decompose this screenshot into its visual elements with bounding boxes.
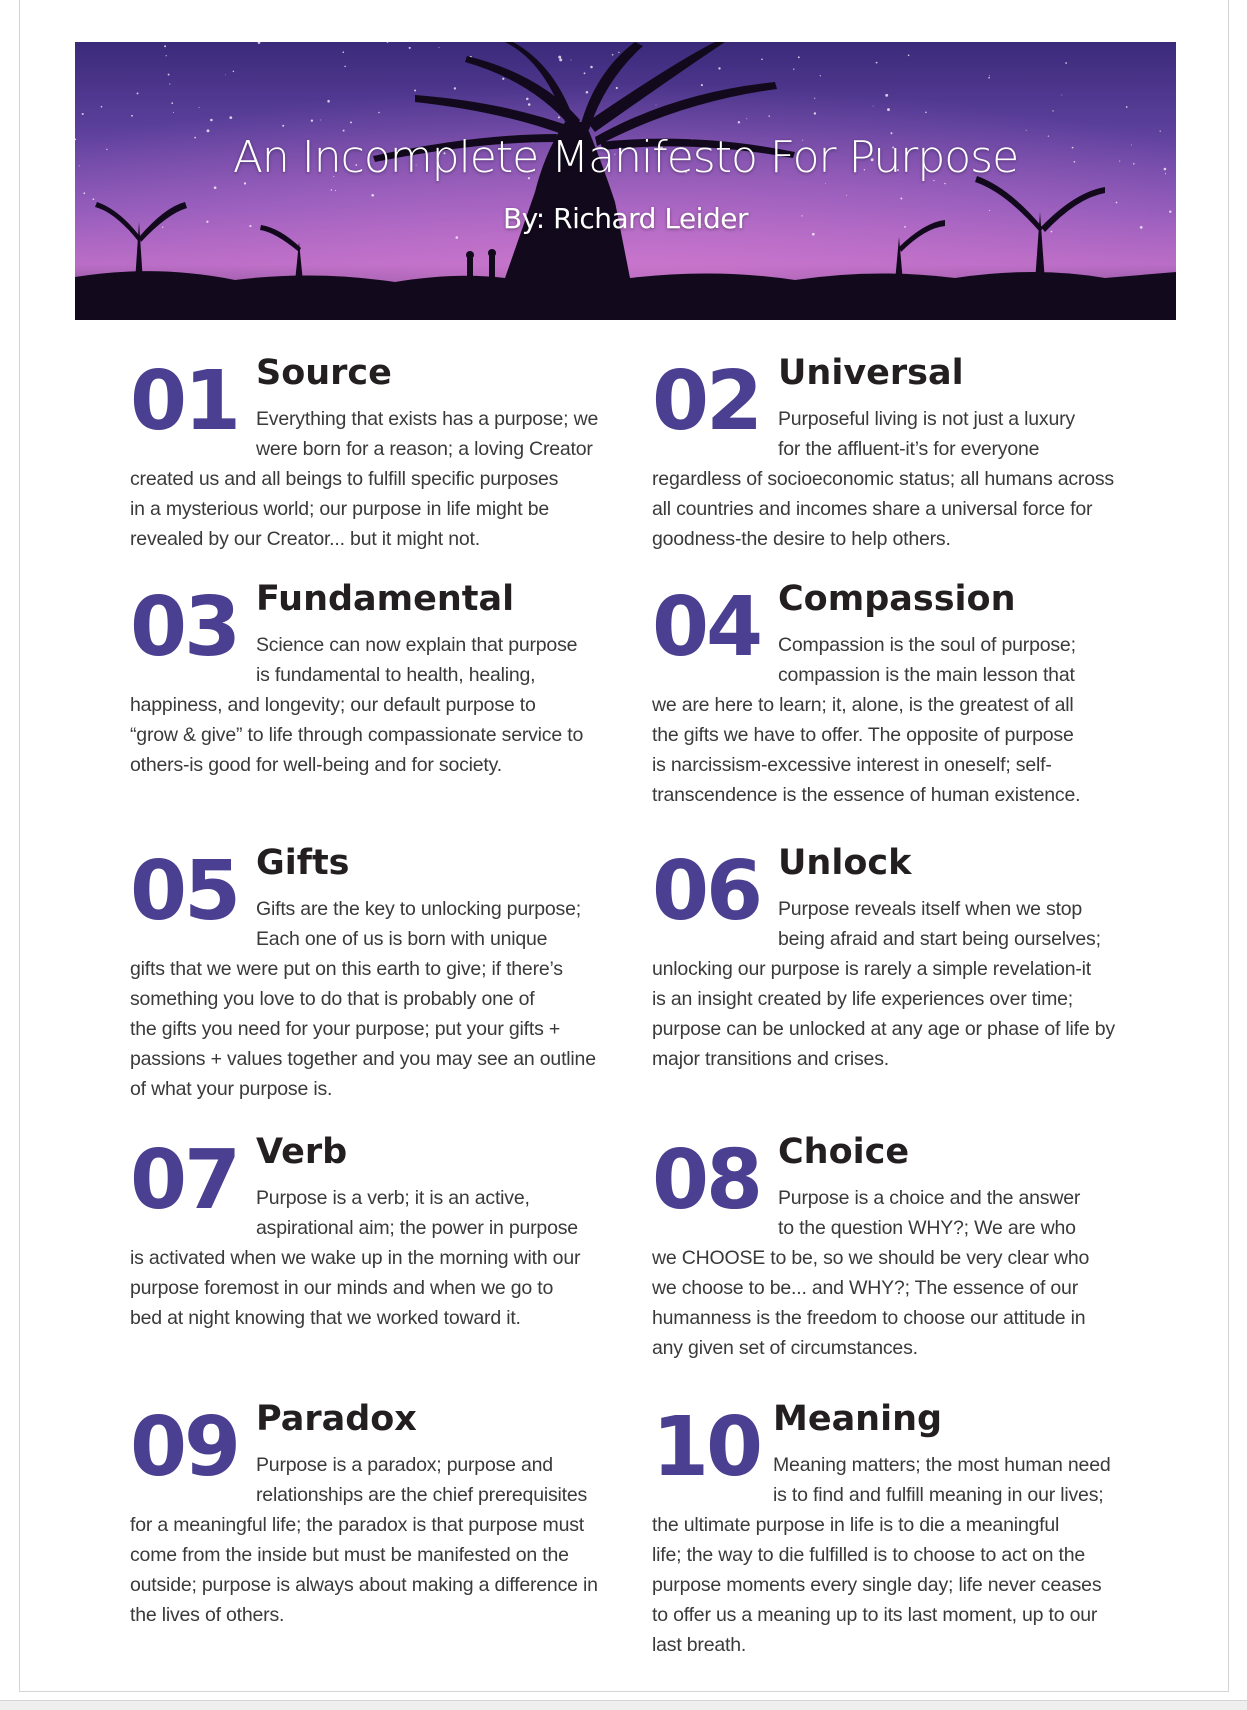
author-byline: By: Richard Leider — [503, 202, 748, 235]
item-text-line: Meaning matters; the most human need — [773, 1454, 1111, 1476]
item-text-line: Compassion is the soul of purpose; — [778, 634, 1076, 656]
item-heading: Unlock — [778, 843, 912, 883]
star-dot — [210, 119, 213, 122]
star-dot — [331, 189, 332, 190]
star-dot — [93, 198, 95, 200]
item-text-line: outside; purpose is always about making a difference in — [130, 1574, 598, 1596]
manifesto-item-10 — [652, 1399, 1122, 1659]
item-text-line: purpose can be unlocked at any age or phase of life by — [652, 1018, 1115, 1040]
item-text-line: Purpose reveals itself when we stop — [778, 898, 1083, 920]
item-text-line: were born for a reason; a loving Creator — [256, 438, 593, 460]
star-dot — [559, 58, 562, 61]
item-text-line: we are here to learn; it, alone, is the greatest of all — [652, 694, 1074, 716]
star-dot — [528, 103, 531, 106]
item-number: 09 — [130, 1400, 239, 1495]
star-dot — [233, 71, 235, 73]
item-text-line: the gifts you need for your purpose; put your gifts + — [130, 1018, 561, 1040]
item-text-line: any given set of circumstances. — [652, 1337, 918, 1359]
star-dot — [214, 186, 217, 189]
star-dot — [173, 112, 174, 113]
star-dot — [1126, 106, 1128, 108]
star-dot — [166, 55, 167, 56]
star-dot — [814, 112, 816, 114]
item-text-line: compassion is the main lesson that — [778, 664, 1075, 686]
item-heading: Compassion — [778, 579, 1016, 619]
star-dot — [590, 66, 593, 69]
item-text-line: the ultimate purpose in life is to die a meaningful — [652, 1514, 1060, 1536]
star-dot — [335, 190, 336, 191]
star-dot — [558, 116, 560, 118]
item-text-line: for a meaningful life; the paradox is that purpose must — [130, 1514, 585, 1536]
item-heading: Gifts — [256, 843, 350, 883]
star-dot — [876, 62, 878, 64]
star-dot — [944, 183, 945, 184]
item-number: 02 — [652, 354, 761, 449]
manifesto-item-06 — [652, 843, 1122, 1073]
star-dot — [454, 87, 456, 89]
manifesto-item-03 — [130, 579, 600, 779]
star-dot — [558, 56, 561, 59]
item-text-line: Science can now explain that purpose — [256, 634, 578, 656]
star-dot — [1061, 94, 1062, 95]
item-text-line: “grow & give” to life through compassionate service to — [130, 724, 584, 746]
star-dot — [343, 51, 345, 53]
item-text-line: humanness is the freedom to choose our attitude in — [652, 1307, 1086, 1329]
item-number: 03 — [130, 580, 239, 675]
star-dot — [989, 75, 990, 76]
item-text-line: regardless of socioeconomic status; all humans across — [652, 468, 1114, 490]
star-dot — [439, 47, 440, 48]
star-dot — [988, 77, 990, 79]
item-text-line: we CHOOSE to be, so we should be very clear who — [652, 1247, 1090, 1269]
item-heading: Paradox — [256, 1399, 417, 1439]
item-text-line: in a mysterious world; our purpose in life might be — [130, 498, 550, 520]
manifesto-item-02 — [652, 353, 1122, 553]
star-dot — [502, 78, 504, 80]
star-dot — [718, 67, 720, 69]
star-dot — [131, 115, 133, 117]
item-text-line: revealed by our Creator... but it might not. — [130, 528, 480, 550]
star-dot — [885, 94, 888, 97]
item-text-line: life; the way to die fulfilled is to choose to act on the — [652, 1544, 1086, 1566]
star-dot — [82, 113, 84, 115]
item-number: 04 — [652, 580, 761, 675]
item-text-line: all countries and incomes share a universal force for — [652, 498, 1093, 520]
item-text-line: Everything that exists has a purpose; we — [256, 408, 599, 430]
item-text-line: is to find and fulfill meaning in our lives; — [773, 1484, 1104, 1506]
item-text-line: purpose moments every single day; life never ceases — [652, 1574, 1102, 1596]
star-dot — [101, 106, 103, 108]
item-text-line: is narcissism-excessive interest in oneself; self- — [652, 754, 1052, 776]
item-text-line: bed at night knowing that we worked toward it. — [130, 1307, 521, 1329]
star-dot — [612, 54, 614, 56]
item-text-line: of what your purpose is. — [130, 1078, 333, 1100]
item-text-line: last breath. — [652, 1634, 747, 1656]
item-number: 05 — [130, 844, 239, 939]
item-text-line: created us and all beings to fulfill specific purposes — [130, 468, 559, 490]
item-text-line: to offer us a meaning up to its last moment, up to our — [652, 1604, 1098, 1626]
star-dot — [738, 121, 740, 123]
item-text-line: to the question WHY?; We are who — [778, 1217, 1076, 1239]
item-text-line: aspirational aim; the power in purpose — [256, 1217, 578, 1239]
item-number: 10 — [652, 1400, 761, 1495]
star-dot — [282, 125, 284, 127]
star-dot — [846, 195, 847, 196]
manifesto-item-01 — [130, 353, 600, 553]
item-heading: Fundamental — [256, 579, 515, 619]
star-dot — [199, 107, 200, 108]
star-dot — [908, 54, 910, 56]
star-dot — [171, 102, 173, 104]
item-number: 01 — [130, 354, 239, 449]
star-dot — [887, 108, 890, 111]
star-dot — [570, 60, 571, 61]
item-heading: Choice — [778, 1132, 910, 1172]
item-text-line: being afraid and start being ourselves; — [778, 928, 1101, 950]
star-dot — [873, 106, 874, 107]
star-dot — [137, 92, 139, 94]
item-text-line: for the affluent-it’s for everyone — [778, 438, 1040, 460]
item-number: 07 — [130, 1133, 239, 1228]
star-dot — [414, 90, 416, 92]
item-text-line: come from the inside but must be manifested on the — [130, 1544, 569, 1566]
page-title: An Incomplete Manifesto For Purpose — [232, 132, 1019, 183]
star-dot — [350, 121, 352, 123]
item-text-line: relationships are the chief prerequisites — [256, 1484, 588, 1506]
item-text-line: Gifts are the key to unlocking purpose; — [256, 898, 581, 920]
star-dot — [169, 84, 170, 85]
item-text-line: transcendence is the essence of human existence. — [652, 784, 1081, 806]
item-text-line: major transitions and crises. — [652, 1048, 889, 1070]
header-banner — [75, 42, 1176, 320]
star-dot — [586, 91, 589, 94]
manifesto-item-07 — [130, 1132, 600, 1332]
item-heading: Verb — [256, 1132, 348, 1172]
item-heading: Source — [256, 353, 392, 393]
star-dot — [1052, 110, 1053, 111]
star-dot — [164, 45, 166, 47]
item-text-line: purpose foremost in our minds and when we go to — [130, 1277, 554, 1299]
manifesto-item-08 — [652, 1132, 1122, 1362]
star-dot — [229, 116, 232, 119]
item-text-line: Purpose is a choice and the answer — [778, 1187, 1081, 1209]
star-dot — [327, 100, 330, 103]
item-number: 08 — [652, 1133, 761, 1228]
star-dot — [746, 118, 747, 119]
item-text-line: is fundamental to health, healing, — [256, 664, 536, 686]
star-dot — [900, 198, 902, 200]
star-dot — [320, 120, 321, 121]
item-text-line: others-is good for well-being and for society. — [130, 754, 502, 776]
star-dot — [925, 112, 927, 114]
item-text-line: we choose to be... and WHY?; The essence of our — [652, 1277, 1078, 1299]
star-dot — [701, 84, 703, 86]
star-dot — [371, 194, 374, 197]
star-dot — [761, 58, 763, 60]
star-dot — [311, 120, 313, 122]
manifesto-item-04 — [652, 579, 1122, 809]
star-dot — [83, 192, 85, 194]
item-text-line: something you love to do that is probably one of — [130, 988, 535, 1010]
item-text-line: Purpose is a paradox; purpose and — [256, 1454, 553, 1476]
item-number: 06 — [652, 844, 761, 939]
star-dot — [814, 98, 815, 99]
star-dot — [378, 112, 380, 114]
star-dot — [584, 72, 586, 74]
star-dot — [344, 66, 346, 68]
item-text-line: passions + values together and you may see an outline — [130, 1048, 596, 1070]
manifesto-item-05 — [130, 843, 600, 1103]
item-text-line: Each one of us is born with unique — [256, 928, 548, 950]
star-dot — [225, 75, 226, 76]
item-text-line: unlocking our purpose is rarely a simple revelation-it — [652, 958, 1091, 980]
item-text-line: happiness, and longevity; our default purpose to — [130, 694, 536, 716]
item-heading: Universal — [778, 353, 964, 393]
item-text-line: the lives of others. — [130, 1604, 285, 1626]
manifesto-item-09 — [130, 1399, 600, 1629]
item-text-line: is activated when we wake up in the morning with our — [130, 1247, 581, 1269]
star-dot — [168, 74, 170, 76]
star-dot — [618, 52, 619, 53]
star-dot — [656, 105, 657, 106]
star-dot — [798, 56, 800, 58]
star-dot — [825, 183, 826, 184]
star-dot — [793, 69, 794, 70]
star-dot — [820, 75, 821, 76]
item-text-line: goodness-the desire to help others. — [652, 528, 951, 550]
item-text-line: Purposeful living is not just a luxury — [778, 408, 1075, 430]
star-dot — [456, 236, 459, 239]
star-dot — [1065, 62, 1067, 64]
star-dot — [409, 47, 411, 49]
item-text-line: the gifts we have to offer. The opposite of purpose — [652, 724, 1074, 746]
star-dot — [526, 98, 529, 101]
item-text-line: Purpose is a verb; it is an active, — [256, 1187, 530, 1209]
star-dot — [616, 87, 618, 89]
star-dot — [768, 115, 769, 116]
item-text-line: is an insight created by life experiences over time; — [652, 988, 1073, 1010]
star-dot — [1026, 130, 1027, 131]
item-text-line: gifts that we were put on this earth to give; if there’s — [130, 958, 563, 980]
item-heading: Meaning — [773, 1399, 943, 1439]
